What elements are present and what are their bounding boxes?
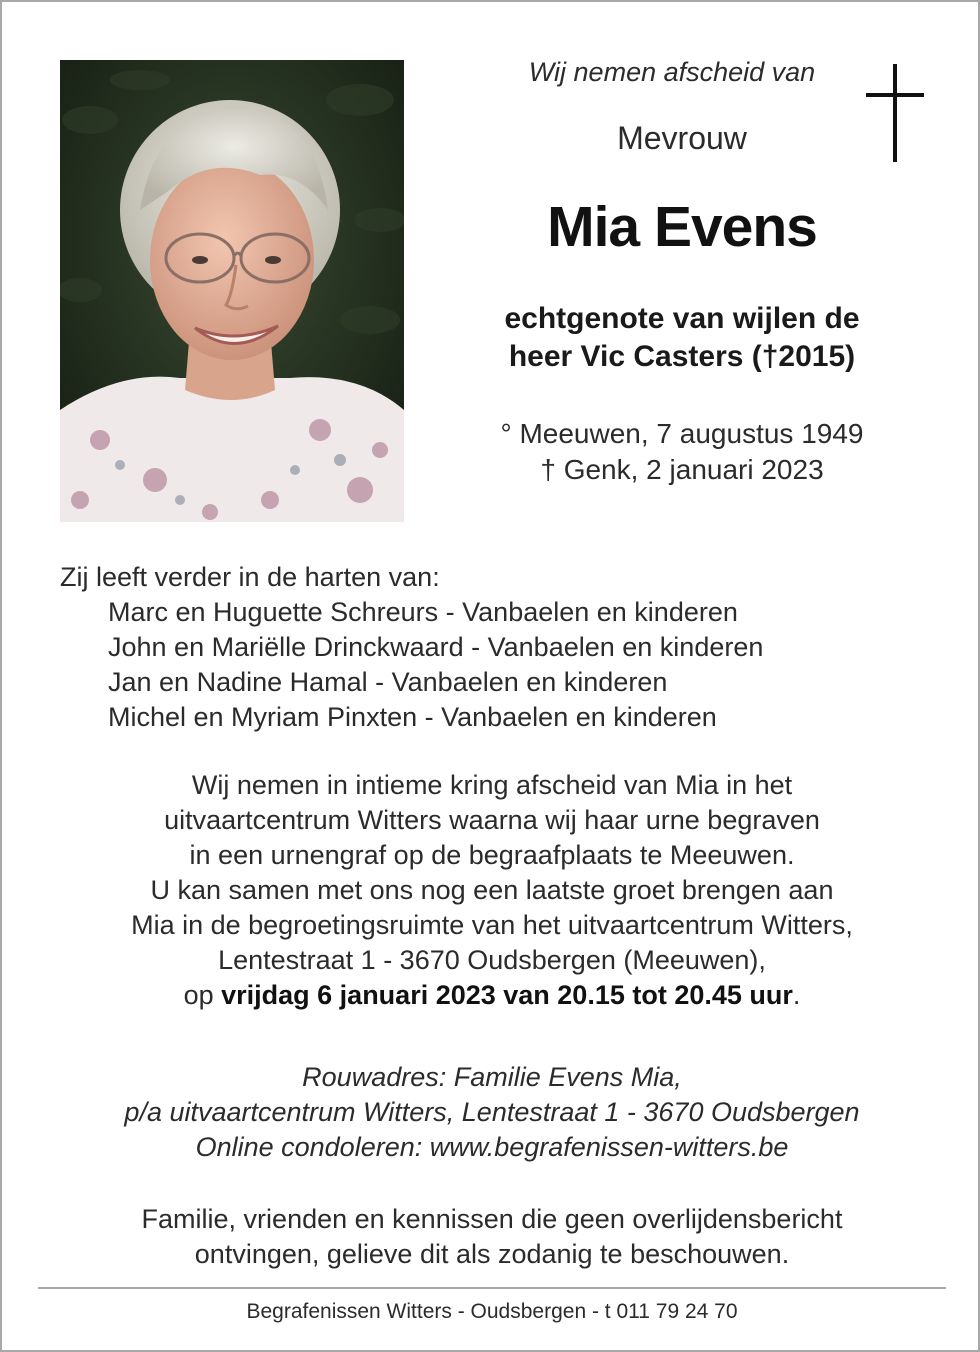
visitation-time xyxy=(42,978,942,1013)
portrait-photo xyxy=(60,60,404,522)
spouse-line: echtgenote van wijlen de xyxy=(504,302,860,335)
life-dates xyxy=(422,416,942,488)
address-line: Rouwadres: Familie Evens Mia, xyxy=(302,1062,682,1092)
survivor-item: Marc en Huguette Schreurs - Vanbaelen en kinderen xyxy=(108,597,738,627)
farewell-intro: Wij nemen afscheid van xyxy=(528,57,816,87)
deceased-name: Mia Evens xyxy=(547,195,817,259)
portrait-illustration xyxy=(60,60,404,522)
condolence-link[interactable]: Online condoleren: www.begrafenissen-witters.be xyxy=(195,1132,789,1162)
visitation-suffix: . xyxy=(792,980,801,1010)
survived-by-section xyxy=(60,560,763,735)
ceremony-line: Wij nemen in intieme kring afscheid van Mia in het xyxy=(191,770,793,800)
address-line: p/a uitvaartcentrum Witters, Lentestraat 1 - 3670 Oudsbergen xyxy=(124,1097,860,1127)
ceremony-line: Mia in de begroetingsruimte van het uitvaartcentrum Witters, xyxy=(131,910,853,940)
footer-divider xyxy=(38,1287,946,1289)
death-date: † Genk, 2 januari 2023 xyxy=(540,454,824,485)
notice-line: Familie, vrienden en kennissen die geen overlijdensbericht xyxy=(141,1204,843,1234)
mourning-address xyxy=(42,1060,942,1165)
survivor-item: Jan en Nadine Hamal - Vanbaelen en kinderen xyxy=(108,667,668,697)
survivor-item: John en Mariëlle Drinckwaard - Vanbaelen en kinderen xyxy=(108,632,764,662)
notice-text xyxy=(42,1202,942,1272)
survivor-list xyxy=(60,595,763,735)
survived-heading: Zij leeft verder in de harten van: xyxy=(60,562,440,592)
visitation-date: vrijdag 6 januari 2023 van 20.15 tot 20.45 uur xyxy=(221,980,793,1010)
notice-line: ontvingen, gelieve dit als zodanig te beschouwen. xyxy=(194,1239,790,1269)
funeral-home-footer: Begrafenissen Witters - Oudsbergen - t 011 79 24 70 xyxy=(246,1300,738,1323)
ceremony-line: Lentestraat 1 - 3670 Oudsbergen (Meeuwen), xyxy=(218,945,766,975)
visitation-prefix: op xyxy=(183,980,222,1010)
spouse-line: heer Vic Casters (†2015) xyxy=(508,340,856,373)
ceremony-line: in een urnengraf op de begraafplaats te Meeuwen. xyxy=(189,840,795,870)
spouse-info xyxy=(422,300,942,376)
survivor-item: Michel en Myriam Pinxten - Vanbaelen en kinderen xyxy=(108,702,717,732)
honorific: Mevrouw xyxy=(617,120,747,156)
ceremony-details xyxy=(42,768,942,1013)
ceremony-line: U kan samen met ons nog een laatste groet brengen aan xyxy=(150,875,834,905)
birth-date: ° Meeuwen, 7 augustus 1949 xyxy=(500,418,864,449)
ceremony-line: uitvaartcentrum Witters waarna wij haar urne begraven xyxy=(164,805,820,835)
